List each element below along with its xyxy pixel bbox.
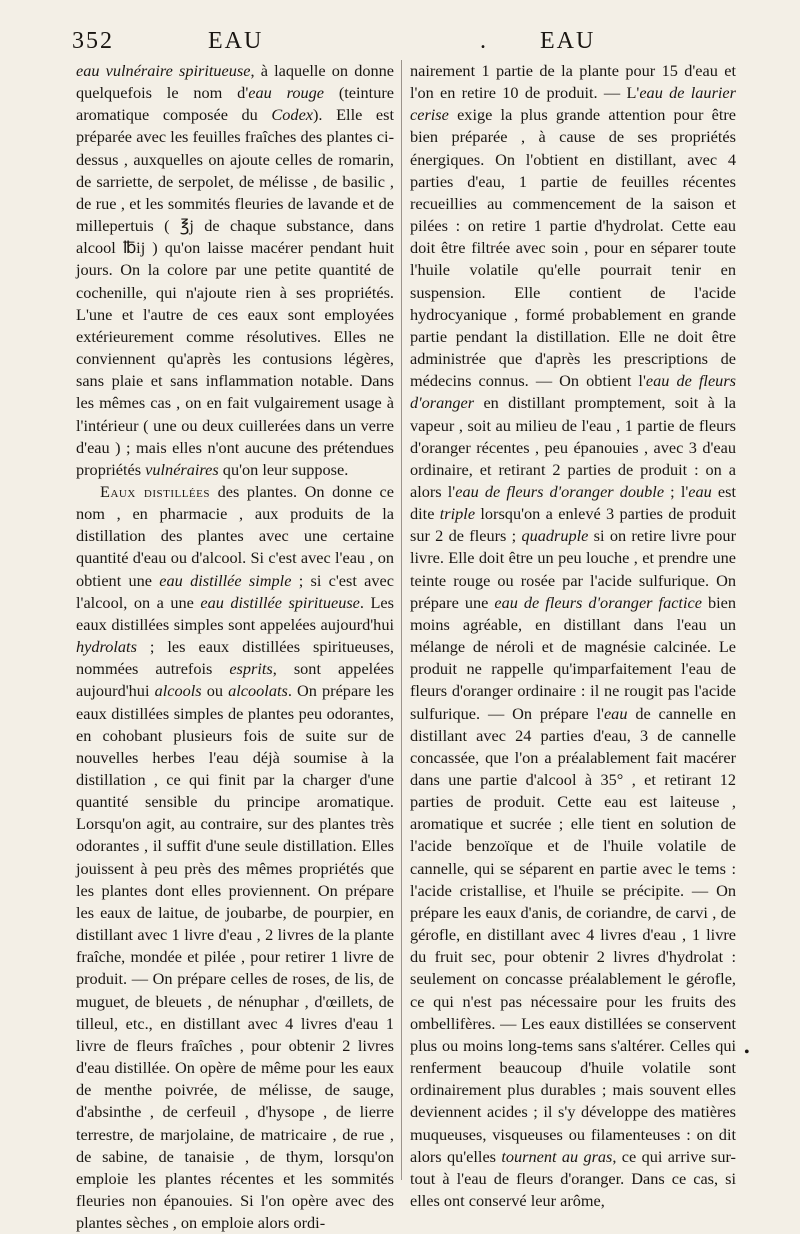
text-run: bien moins agréable, en distillant dans l'eau un mélange de néroli et de magnésie calcinée. Le produit ne rappelle qu'imparfaitement l'eau de fleurs d'oranger ordinaire : il ne rougit pas l'acide sulfurique. — On prépare l': [410, 592, 736, 723]
text-run: , ce qui arrive sur-tout à l'eau de fleurs d'oranger. Dans ce cas, si elles ont conservé leur arôme,: [410, 1146, 736, 1210]
text-run: ). Elle est préparée avec les feuilles fraîches des plantes ci-dessus , auxquelles on ajoute celles de romarin, de sarriette, de serpolet, de mélisse , de basilic , de rue , et les sommités fleuries de lavande et de millepertuis ( ℥j de chaque substance, dans alcool ℔ij ) qu'on laisse macérer pendant huit jours. On la colore par une petite quantité de cochenille, qui n'ajoute rien à ses propriétés. L'une et l'autre de ces eaux sont employées extérieurement comme résolutives. Elles ne conviennent qu'après les contusions légères, sans plaie et sans inflammation notable. Dans les mêmes cas , on en fait vulgairement usage à l'intérieur ( une ou deux cuillerées dans un verre d'eau ) ; mais elles n'ont aucune des prétendues propriétés: [76, 105, 395, 479]
text-run: ; si c'est avec l'alcool, on a une: [76, 570, 394, 612]
italic-term: quadruple: [521, 526, 589, 546]
text-run: , sont appelées aujourd'hui: [76, 659, 394, 701]
paragraph: [76, 60, 394, 481]
italic-term: alcoolats: [228, 681, 288, 701]
small-caps-heading: Eaux distillées: [100, 481, 210, 501]
running-title-right: EAU: [540, 28, 596, 54]
text-run: ; les eaux distillées spiritueuses, nommées autrefois: [76, 637, 394, 679]
italic-term: eau vulnéraire spiritueuse: [76, 61, 251, 80]
text-run: est dite: [410, 481, 736, 524]
column-divider: [401, 60, 402, 1180]
text-run: de cannelle en distillant avec 24 parties d'eau, 3 de cannelle concassée, que l'on a préalablement fait macérer dans une partie d'alcool à 35° , et retirant 12 parties de produit. Cette eau est laiteuse , aromatique et sucrée ; elle tient en solution de l'acide benzoïque et de l'huile volatile de cannelle, qui se séparent en partie avec le tems : l'acide cristallise, et l'huile se précipite. — On prépare les eaux d'anis, de coriandre, de carvi , de gérofle, en distillant avec 4 livres d'eau , 1 livre du fruit sec, pour obtenir 2 livres d'hydrolat : seulement on concasse préalablement le gérofle, ce qui n'est pas nécessaire pour les fruits des ombellifères. — Les eaux distillées se conservent plus ou moins long-tems sans s'altérer. Celles qui renferment beaucoup d'huile volatile sont ordinairement plus durables ; mais souvent elles deviennent acides ; il s'y développe des matières muqueuses, visqueuses ou filamenteuses : on dit alors qu'elles: [410, 703, 736, 1166]
paragraph: [410, 60, 736, 1212]
text-run: nairement 1 partie de la plante pour 15 d'eau et l'on en retire 10 de produit. — L': [410, 61, 736, 103]
italic-term: eau de laurier cerise: [410, 83, 736, 125]
text-run: qu'on leur suppose.: [218, 459, 349, 479]
text-run: ; l': [664, 481, 689, 501]
text-run: des plantes. On donne ce nom , en pharmacie , aux produits de la distillation des plantes avec une certaine quantité d'eau ou d'alcool. Si c'est avec l'eau , on obtient une: [76, 481, 394, 590]
italic-term: eau de fleurs d'oranger factice: [494, 592, 702, 612]
text-run: si on retire livre pour livre. Elle doit être un peu louche , et prendre une teinte rouge ou rosée par l'acide sulfurique. On prépare une: [410, 526, 736, 612]
text-run: exige la plus grande attention pour être bien préparée , à cause de ses propriétés énergiques. On l'obtient en distillant, avec 4 parties d'eau, 1 partie de feuilles récentes recueillies au commencement de la saison et pilées : on retire 1 partie d'hydrolat. Cette eau doit être filtrée avec soin , pour en séparer toute l'huile volatile qu'elle pourrait tenir en suspension. Elle contient de l'acide hydrocyanique , formé probablement en grande partie pendant la distillation. Elle ne doit être administrée que d'après les prescriptions de médecins connus. — On obtient l': [410, 105, 736, 391]
text-run: , à laquelle on donne quelquefois le nom d': [76, 61, 394, 103]
italic-term: eau: [603, 703, 628, 723]
italic-term: alcools: [154, 681, 202, 701]
page-number: 352: [72, 28, 114, 54]
italic-term: Codex: [271, 105, 314, 125]
italic-term: eau distillée simple: [159, 570, 292, 590]
text-run: . Les eaux distillées simples sont appelées aujourd'hui: [76, 592, 394, 634]
italic-term: tournent au gras: [501, 1146, 613, 1166]
running-title-left: EAU: [208, 28, 264, 54]
italic-term: triple: [439, 504, 476, 524]
paragraph: [76, 481, 394, 1234]
text-run: ou: [201, 681, 229, 701]
italic-term: eau distillée spiritueuse: [200, 592, 360, 612]
margin-mark: •: [744, 1044, 750, 1061]
text-run: . On prépare les eaux distillées simples de plantes peu odorantes, en cohobant plusieurs fois de suite sur de nouvelles herbes l'eau déjà soumise à la distillation , ce qui finit par la charger d'une quantité sensible du principe aromatique. Lorsqu'on agit, au contraire, sur des plantes très odorantes , il suffit d'une seule distillation. Elles jouissent à peu près des mêmes propriétés que les plantes dont elles proviennent. On prépare les eaux de laitue, de joubarbe, de pourpier, en distillant avec 1 livre d'eau , 2 livres de la plante fraîche, mondée et pilée , pour retirer 1 livre de produit. — On prépare celles de roses, de lis, de muguet, de bleuets , de nénuphar , d'œillets, de tilleul, etc., en distillant avec 4 livres d'eau 1 livre de fleurs fraîches , pour obtenir 2 livres d'eau distillée. On opère de même pour les eaux de menthe poivrée, de mélisse, de sauge, d'absinthe , de cerfeuil , d'hysope , de lierre terrestre, de marjolaine, de matricaire , de rue , de sabine, de tanaisie , de thym, lorsqu'on emploie les plantes récentes et les sommités fleuries non épanouies. Si l'on opère avec des plantes sèches , on emploie alors ordi-: [76, 681, 395, 1233]
italic-term: eau: [688, 481, 712, 501]
italic-term: eau de fleurs d'oranger: [410, 371, 736, 413]
text-run: en distillant promptement, soit à la vapeur , soit au milieu de l'eau , 1 partie de fleurs d'oranger récentes , peu épanouies , avec 3 d'eau ordinaire, et retirant 2 parties de produit : on a alors l': [410, 393, 736, 501]
italic-term: esprits: [229, 659, 273, 679]
text-run: lorsqu'on a enlevé 3 parties de produit sur 2 de fleurs ;: [410, 504, 737, 546]
italic-term: eau rouge: [248, 83, 324, 103]
header-dot: .: [480, 28, 488, 54]
left-text-column: [76, 60, 394, 1234]
right-text-column: [410, 60, 736, 1212]
italic-term: hydrolats: [76, 637, 137, 657]
italic-term: vulnéraires: [145, 459, 219, 479]
italic-term: eau de fleurs d'oranger double: [455, 481, 665, 501]
running-header: [0, 28, 800, 62]
text-run: (teinture aromatique composée du: [76, 83, 394, 125]
